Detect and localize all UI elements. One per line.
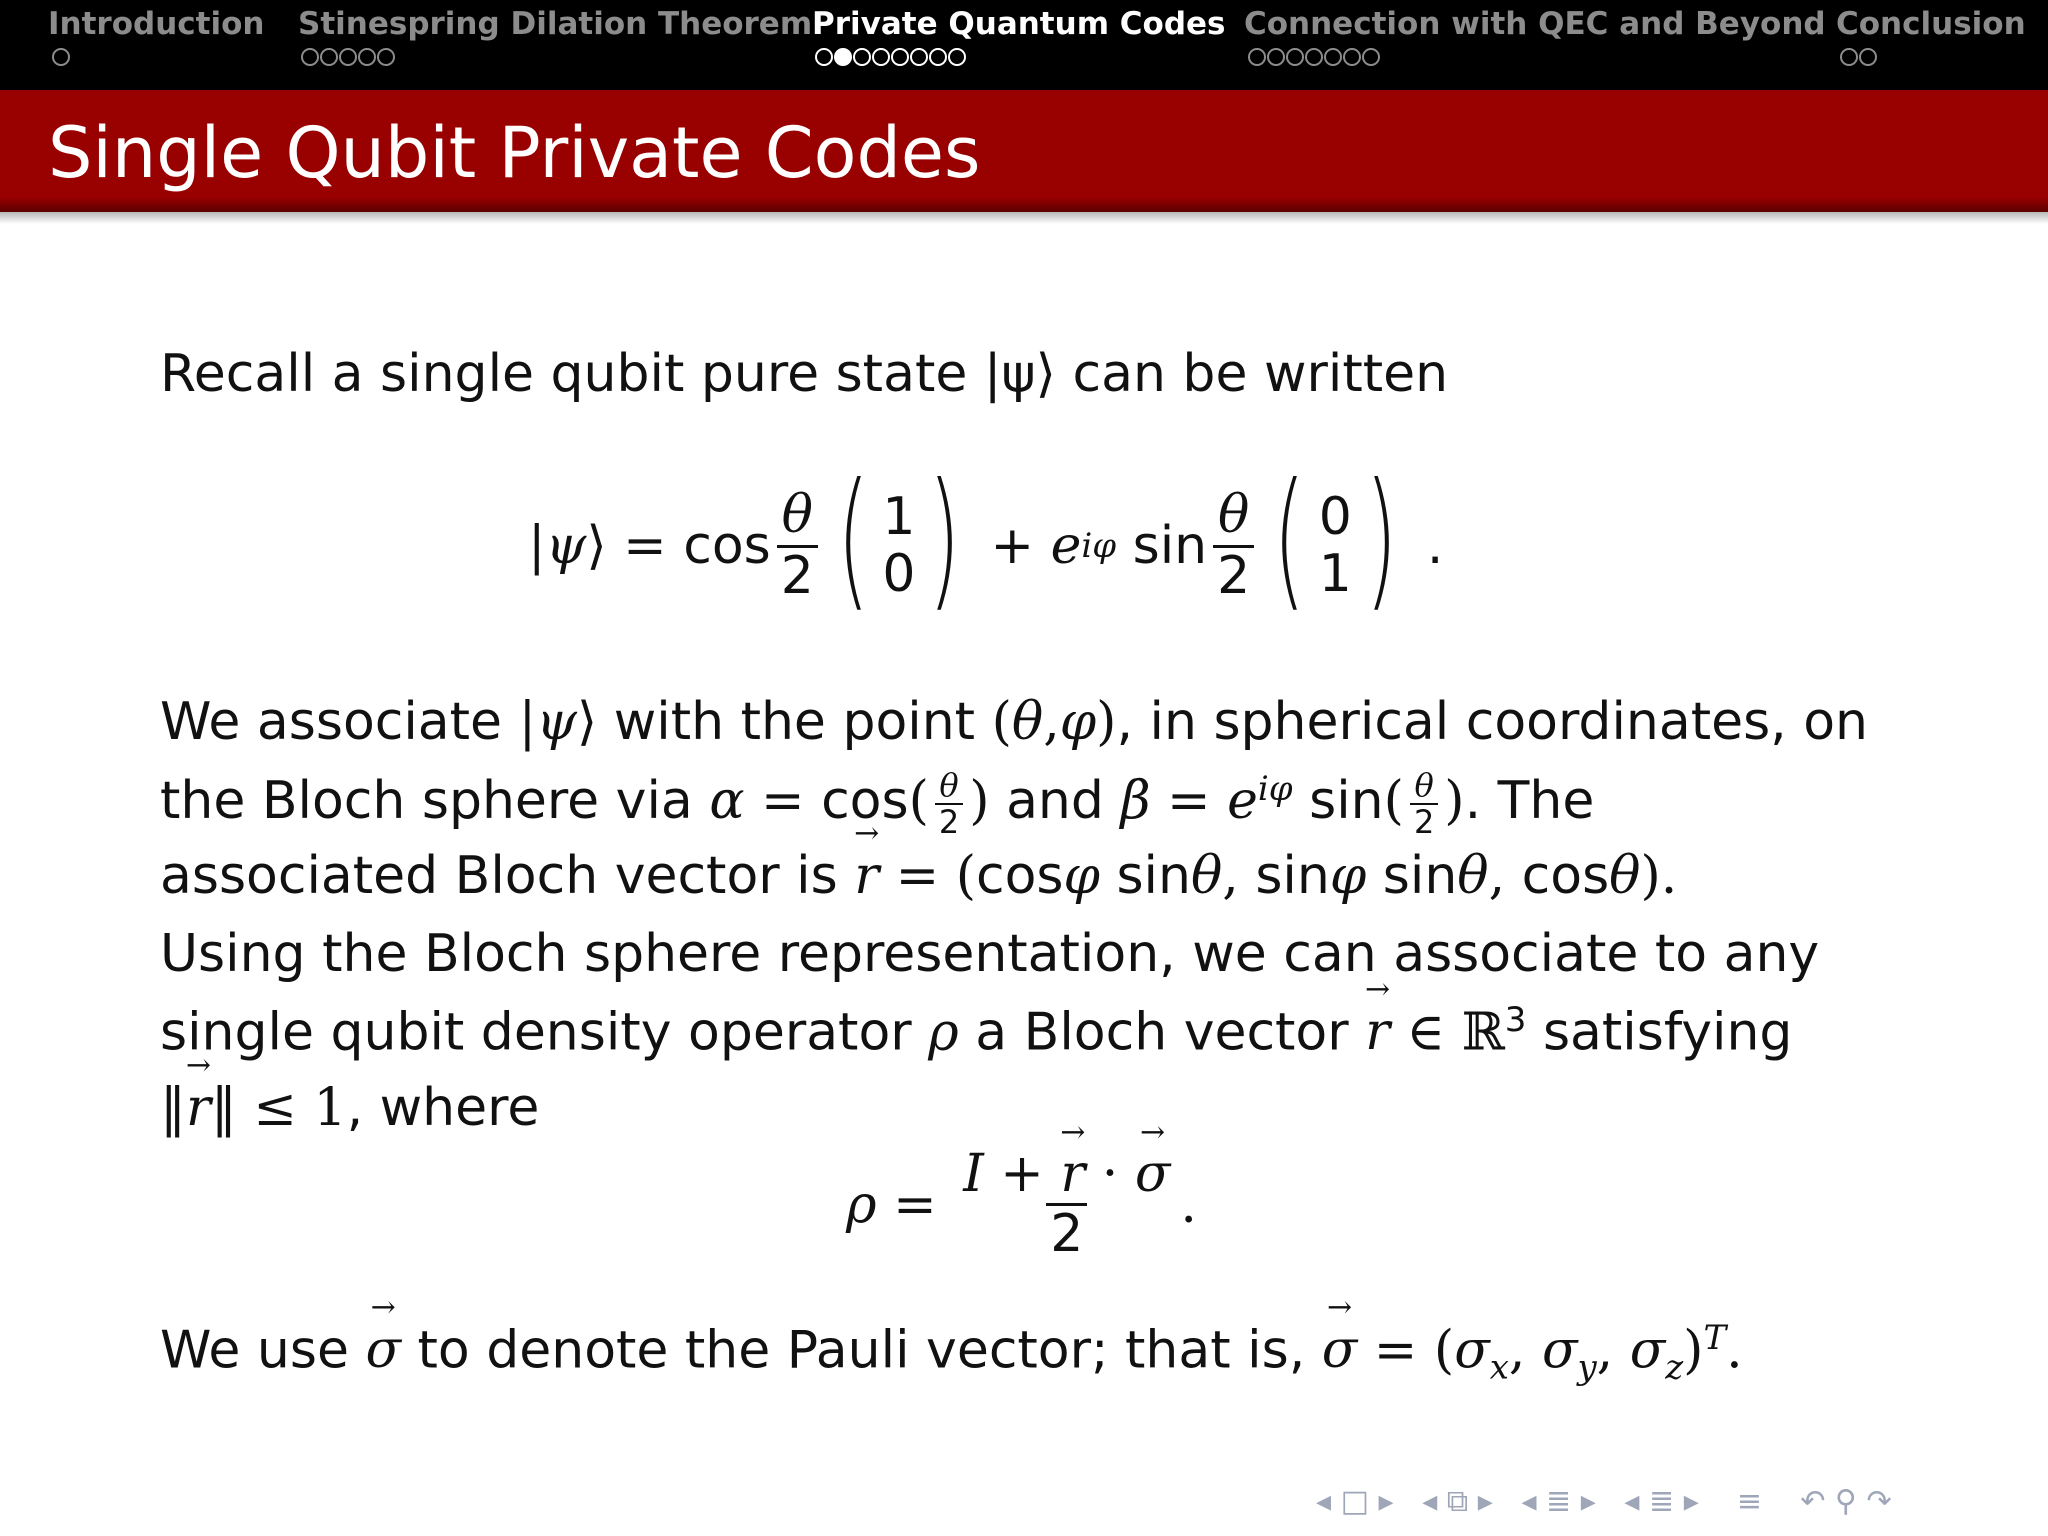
prev-section-icon[interactable]: ◂ bbox=[1521, 1484, 1537, 1519]
nav-section-conclusion[interactable]: Conclusion bbox=[1836, 6, 2026, 42]
nav-dots-conclusion bbox=[1840, 48, 1877, 70]
nav-section-private-quantum-codes[interactable]: Private Quantum Codes bbox=[812, 6, 1226, 42]
nav-dot[interactable] bbox=[1362, 48, 1380, 66]
slide-icon[interactable]: ⧉ bbox=[1446, 1484, 1469, 1519]
nav-dot[interactable] bbox=[948, 48, 966, 66]
next-slide-icon[interactable]: ▸ bbox=[1477, 1484, 1493, 1519]
paragraph-bloch-line2: single qubit density operator ρ a Bloch vector → r ∈ ℝ$^3$ satisfying bbox=[160, 1000, 1792, 1062]
nav-dot[interactable] bbox=[1343, 48, 1361, 66]
section-navbar bbox=[0, 0, 2048, 90]
nav-dot[interactable] bbox=[320, 48, 338, 66]
frame-icon[interactable]: □ bbox=[1340, 1484, 1369, 1519]
next-subsection-icon[interactable]: ▸ bbox=[1683, 1484, 1699, 1519]
nav-dot[interactable] bbox=[301, 48, 319, 66]
nav-dot[interactable] bbox=[377, 48, 395, 66]
nav-dots-private-quantum-codes bbox=[815, 48, 966, 70]
nav-dot[interactable] bbox=[853, 48, 871, 66]
nav-dots-connection-qec bbox=[1248, 48, 1380, 70]
nav-dot[interactable] bbox=[1286, 48, 1304, 66]
nav-dots-stinespring bbox=[301, 48, 395, 70]
nav-dot[interactable] bbox=[872, 48, 890, 66]
nav-dot[interactable] bbox=[815, 48, 833, 66]
toc-icon[interactable]: ≡ bbox=[1736, 1484, 1763, 1519]
paragraph-associate-line2: the Bloch sphere via α = cos( $\frac{\theta}{2}$ ) and $\beta = e^{i\varphi}$ sin( $\frac{\theta}{2}$ ). The bbox=[160, 766, 1595, 842]
next-section-icon[interactable]: ▸ bbox=[1580, 1484, 1596, 1519]
slide-title: Single Qubit Private Codes bbox=[48, 112, 981, 194]
nav-dot[interactable] bbox=[929, 48, 947, 66]
back-icon[interactable]: ↶ bbox=[1800, 1484, 1826, 1519]
nav-dot[interactable] bbox=[52, 48, 70, 66]
nav-dot[interactable] bbox=[910, 48, 928, 66]
paragraph-recall: Recall a single qubit pure state |ψ⟩ can be written bbox=[160, 344, 1449, 404]
paragraph-associate-line3: associated Bloch vector is → r = (cosφ sinθ, sinφ sinθ, cosθ). bbox=[160, 846, 1677, 906]
subsection-icon[interactable]: ≣ bbox=[1649, 1484, 1675, 1519]
search-icon[interactable]: ⚲ bbox=[1834, 1484, 1857, 1519]
bottom-navigation bbox=[1316, 1484, 1892, 1519]
nav-dot[interactable] bbox=[1248, 48, 1266, 66]
nav-dot[interactable] bbox=[1267, 48, 1285, 66]
paragraph-associate-line1: We associate |ψ⟩ with the point (θ,φ), in spherical coordinates, on bbox=[160, 692, 1869, 752]
nav-dot[interactable] bbox=[339, 48, 357, 66]
paragraph-pauli-vector: We use → σ to denote the Pauli vector; that is, → $\sigma = (\sigma_x$, $\sigma_y$, $\sigma_z)^T$. bbox=[160, 1318, 1743, 1388]
nav-dot[interactable] bbox=[358, 48, 376, 66]
nav-section-stinespring[interactable]: Stinespring Dilation Theorem bbox=[298, 6, 813, 42]
title-bar bbox=[0, 90, 2048, 212]
nav-dot[interactable] bbox=[1840, 48, 1858, 66]
prev-subsection-icon[interactable]: ◂ bbox=[1624, 1484, 1640, 1519]
paragraph-bloch-line1: Using the Bloch sphere representation, we can associate to any bbox=[160, 924, 1820, 984]
nav-dot[interactable] bbox=[1305, 48, 1323, 66]
next-frame-icon[interactable]: ▸ bbox=[1378, 1484, 1394, 1519]
nav-dot[interactable] bbox=[1324, 48, 1342, 66]
nav-section-connection-qec[interactable]: Connection with QEC and Beyond bbox=[1244, 6, 1826, 42]
paragraph-bloch-line3: ‖→ r‖ ≤ 1, where bbox=[160, 1078, 539, 1138]
equation-psi-state: | ψ ⟩ = cos $\frac{\theta}{2}$ ( 1 0 ) + e iφ sin $\frac{\theta}{2}$ ( 0 1 ) . bbox=[528, 452, 1444, 626]
prev-slide-icon[interactable]: ◂ bbox=[1422, 1484, 1438, 1519]
nav-dots-introduction bbox=[52, 48, 70, 70]
section-icon[interactable]: ≣ bbox=[1546, 1484, 1572, 1519]
nav-dot[interactable] bbox=[1859, 48, 1877, 66]
equation-density-operator: ρ = $\frac{I + \to r \cdot \to \sigma}{2}$ . bbox=[846, 1146, 1197, 1263]
forward-icon[interactable]: ↷ bbox=[1866, 1484, 1892, 1519]
title-shadow bbox=[0, 212, 2048, 224]
prev-frame-icon[interactable]: ◂ bbox=[1316, 1484, 1332, 1519]
nav-section-introduction[interactable]: Introduction bbox=[48, 6, 265, 42]
nav-dot[interactable] bbox=[891, 48, 909, 66]
nav-dot-current[interactable] bbox=[834, 48, 852, 66]
